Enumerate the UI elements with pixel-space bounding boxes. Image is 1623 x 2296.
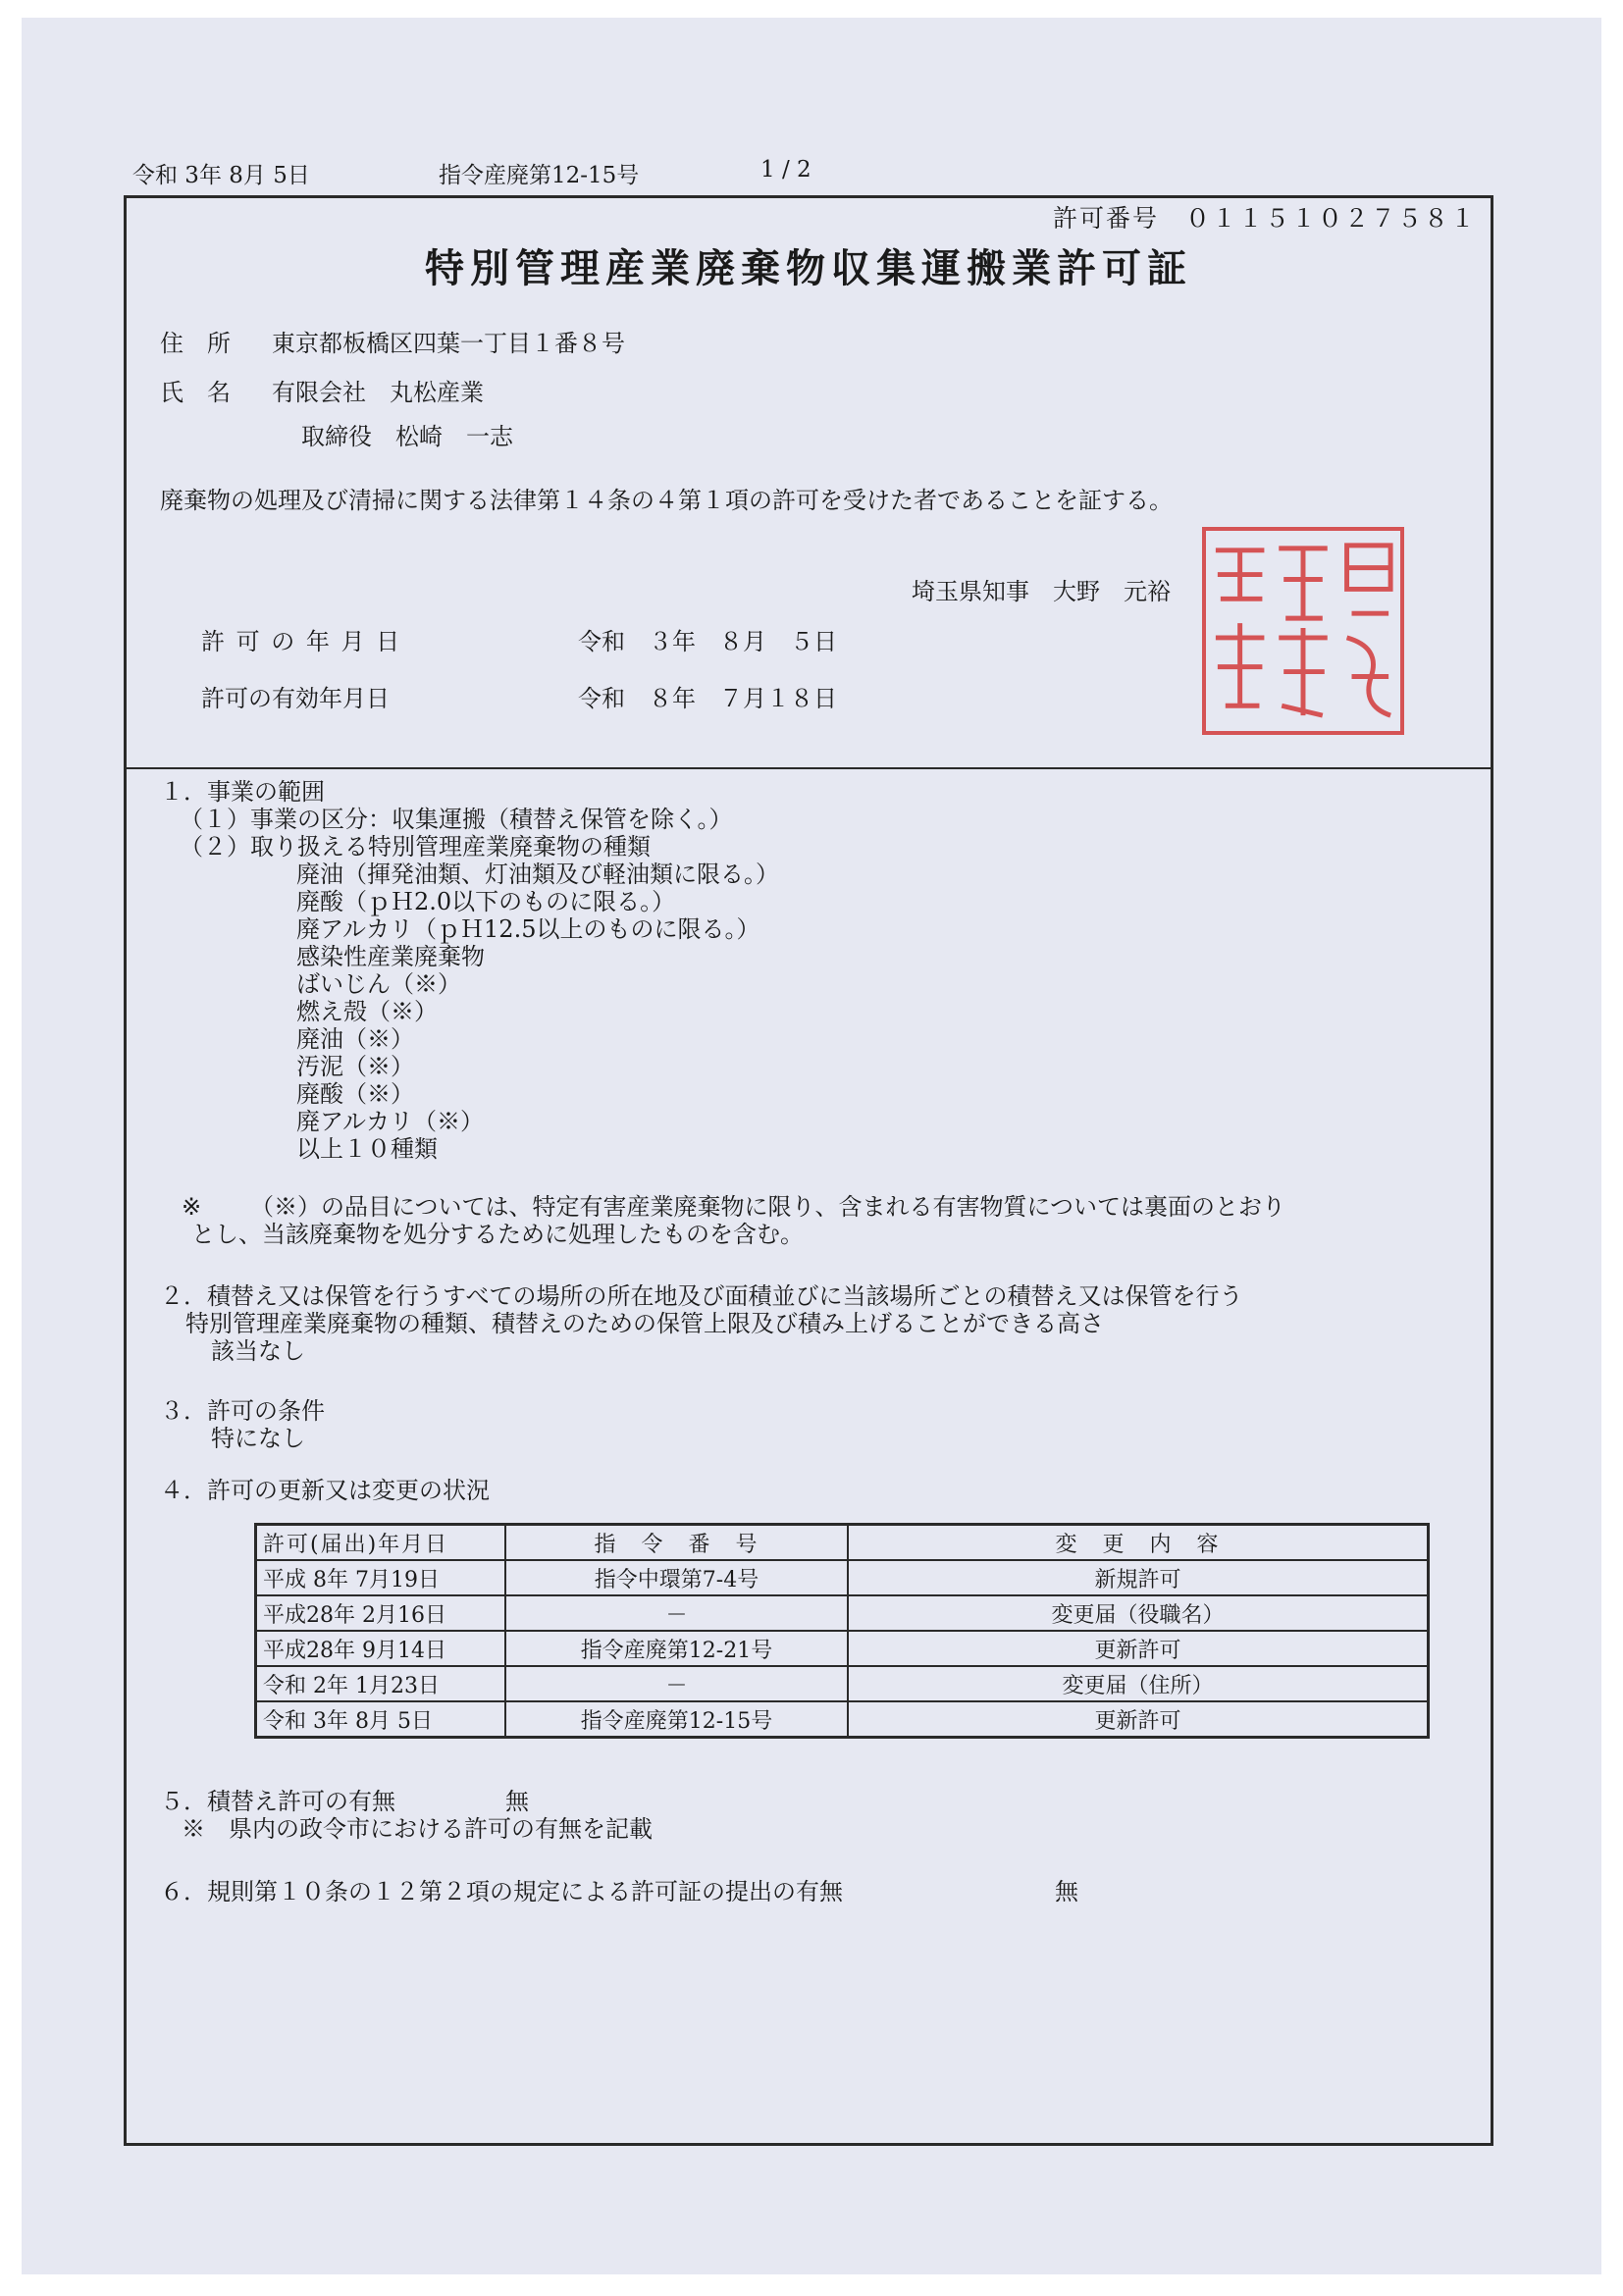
waste-type: 廃アルカリ（ｐＨ12.5以上のものに限る。）	[296, 915, 760, 943]
section3-value: 特になし	[211, 1425, 305, 1452]
table-cell: －	[505, 1595, 848, 1631]
table-cell: 指令中環第7-4号	[505, 1560, 848, 1595]
section-divider	[127, 767, 1491, 769]
section6-heading: ６．規則第１０条の１２第２項の規定による許可証の提出の有無	[160, 1878, 843, 1905]
section5-note: ※ 県内の政令市における許可の有無を記載	[182, 1815, 653, 1843]
section2-value: 該当なし	[211, 1337, 305, 1365]
note-line1: （※）の品目については、特定有害産業廃棄物に限り、含まれる有害物質については裏面のとおり	[250, 1193, 1286, 1221]
section3-heading: ３．許可の条件	[160, 1397, 325, 1425]
section1-item2: （２）取り扱える特別管理産業廃棄物の種類	[180, 833, 651, 861]
table-cell: 更新許可	[848, 1631, 1429, 1666]
waste-type-total: 以上１０種類	[296, 1135, 438, 1163]
table-row	[256, 1560, 1429, 1595]
permit-date-label: 許 可 の 年 月 日	[201, 628, 402, 655]
table-row	[256, 1666, 1429, 1701]
note-line2: とし、当該廃棄物を処分するために処理したものを含む。	[191, 1221, 804, 1248]
issuer: 埼玉県知事 大野 元裕	[912, 578, 1171, 605]
table-cell: －	[505, 1666, 848, 1701]
certification-text: 廃棄物の処理及び清掃に関する法律第１４条の４第１項の許可を受けた者であることを証する。	[160, 487, 1173, 514]
table-cell: 令和 2年 1月23日	[256, 1666, 506, 1701]
column-header: 指 令 番 号	[505, 1525, 848, 1561]
table-row	[256, 1595, 1429, 1631]
header-page: 1 / 2	[760, 157, 812, 183]
table-cell: 変更届（役職名）	[848, 1595, 1429, 1631]
permit-date: 令和 ３年 ８月 ５日	[578, 628, 837, 655]
section4-heading: ４．許可の更新又は変更の状況	[160, 1477, 490, 1504]
official-seal	[1202, 527, 1404, 735]
note-mark: ※	[182, 1193, 202, 1221]
table-cell: 平成 8年 7月19日	[256, 1560, 506, 1595]
table-cell: 平成28年 9月14日	[256, 1631, 506, 1666]
permit-number: 許可番号 ０１１５１０２７５８１	[1052, 204, 1477, 233]
table-cell: 変更届（住所）	[848, 1666, 1429, 1701]
table-cell: 令和 3年 8月 5日	[256, 1701, 506, 1738]
table-cell: 新規許可	[848, 1560, 1429, 1595]
company-name: 有限会社 丸松産業	[272, 379, 484, 406]
valid-date-label: 許可の有効年月日	[201, 685, 390, 712]
table-cell: 平成28年 2月16日	[256, 1595, 506, 1631]
waste-type: ばいじん（※）	[296, 970, 461, 998]
table-cell: 更新許可	[848, 1701, 1429, 1738]
table-header-row	[256, 1525, 1429, 1561]
waste-type: 燃え殻（※）	[296, 998, 438, 1025]
column-header: 許可(届出)年月日	[256, 1525, 506, 1561]
waste-type: 廃油（※）	[296, 1025, 414, 1053]
certificate-frame	[124, 195, 1493, 2146]
representative: 取締役 松崎 一志	[301, 423, 513, 450]
waste-type: 廃酸（ｐＨ2.0以下のものに限る。）	[296, 888, 676, 915]
valid-date: 令和 ８年 ７月１８日	[578, 685, 837, 712]
section2-line2: 特別管理産業廃棄物の種類、積替えのための保管上限及び積み上げることができる高さ	[185, 1310, 1104, 1337]
waste-type: 廃油（揮発油類、灯油類及び軽油類に限る。）	[296, 861, 779, 888]
column-header: 変 更 内 容	[848, 1525, 1429, 1561]
header-date: 令和 3年 8月 5日	[132, 163, 310, 188]
waste-type: 廃アルカリ（※）	[296, 1108, 485, 1135]
table-row	[256, 1631, 1429, 1666]
section1-item1: （１）事業の区分：収集運搬（積替え保管を除く。）	[180, 806, 733, 833]
history-table	[254, 1523, 1430, 1739]
address-label: 住 所	[160, 330, 231, 357]
section6-value: 無	[1055, 1878, 1078, 1905]
section1-heading: １．事業の範囲	[160, 778, 325, 806]
name-label: 氏 名	[160, 379, 231, 406]
table-row	[256, 1701, 1429, 1738]
table-cell: 指令産廃第12-21号	[505, 1631, 848, 1666]
section2-line1: ２．積替え又は保管を行うすべての場所の所在地及び面積並びに当該場所ごとの積替え又は保管を行う	[160, 1282, 1243, 1310]
waste-type: 廃酸（※）	[296, 1080, 414, 1108]
address: 東京都板橋区四葉一丁目１番８号	[272, 330, 625, 357]
table-cell: 指令産廃第12-15号	[505, 1701, 848, 1738]
section5-value: 無	[505, 1788, 529, 1815]
header-directive: 指令産廃第12-15号	[439, 163, 640, 188]
section5-heading: ５．積替え許可の有無	[160, 1788, 395, 1815]
page-title: 特別管理産業廃棄物収集運搬業許可証	[425, 245, 1192, 291]
waste-type: 汚泥（※）	[296, 1053, 414, 1080]
waste-type: 感染性産業廃棄物	[296, 943, 485, 970]
